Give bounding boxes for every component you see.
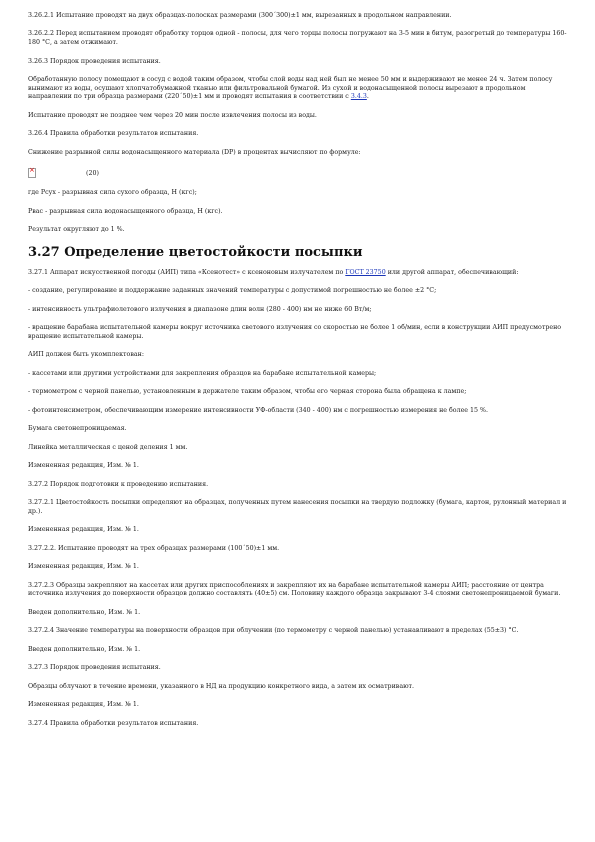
link-gost[interactable]: ГОСТ 23750 [345, 268, 386, 276]
edition-note: Измененная редакция, Изм. № 1. [28, 462, 139, 470]
paragraph: 3.27.4 Правила обработки результатов испытания. [28, 719, 199, 727]
edition-note: Введен дополнительно, Изм. № 1. [28, 645, 141, 653]
paragraph: Рвас - разрывная сила водонасыщенного образца, Н (кгс). [28, 207, 223, 215]
paragraph: Образцы облучают в течение времени, указанного в НД на продукцию конкретного вида, а затем их осматривают. [28, 682, 415, 690]
edition-note: Измененная редакция, Изм. № 1. [28, 526, 139, 534]
paragraph: - вращение барабана испытательной камеры вокруг источника светового излучения со скоростью не более 1 об/мин, если в конструкции АИП предусмотрено вращение испытательной камеры. [28, 324, 562, 340]
paragraph-with-link [28, 76, 567, 102]
paragraph: 3.27.3 Порядок проведения испытания. [28, 664, 161, 672]
paragraph: - термометром с черной панелью, установленным в держателе таким образом, чтобы его черная сторона была обращена к лампе; [28, 388, 467, 396]
paragraph: 3.27.2.4 Значение температуры на поверхности образцов при облучении (по термометру с черной панелью) устанавливают в пределах (55±3) °С. [28, 627, 519, 635]
paragraph-with-link [28, 269, 567, 278]
paragraph-text: 3.27.1 Аппарат искусственной погоды (АИП) типа «Ксенотест» с ксеноновым излучателем по [28, 268, 346, 276]
paragraph: 3.26.2.1 Испытание проводят на двух образцах-полосках размерами (300´300)±1 мм, вырезанных в продольном направлении. [28, 12, 452, 19]
paragraph: Линейка металлическая с ценой деления 1 мм. [28, 443, 188, 451]
formula [28, 167, 567, 179]
section-heading: 3.27 Определение цветостойкости посыпки [28, 244, 363, 260]
paragraph-tail: . [366, 93, 369, 101]
paragraph: АИП должен быть укомплектован: [28, 351, 144, 359]
paragraph: Снижение разрывной силы водонасыщенного материала (DP) в процентах вычисляют по формуле: [28, 148, 361, 156]
paragraph: Бумага светонепроницаемая. [28, 425, 127, 433]
paragraph-tail: или другой аппарат, обеспечивающий: [385, 268, 519, 276]
paragraph: 3.27.2.2. Испытание проводят на трех образцах размерами (100´50)±1 мм. [28, 544, 280, 552]
paragraph: 3.27.2 Порядок подготовки к проведению испытания. [28, 480, 209, 488]
paragraph: - интенсивность ультрафиолетового излучения в диапазоне длин волн (280 - 400) нм не ниже 60 Вт/м; [28, 305, 372, 313]
paragraph: Испытание проводят не позднее чем через 20 мин после извлечения полосы из воды. [28, 111, 317, 119]
paragraph: - создание, регулирование и поддержание заданных значений температуры с допустимой погрешностью не более ±2 °С; [28, 287, 437, 295]
edition-note: Измененная редакция, Изм. № 1. [28, 563, 139, 571]
formula-number: (20) [86, 169, 99, 177]
paragraph: - фотоинтенсиметром, обеспечивающим измерение интенсивности УФ-области (340 - 400) нм с погрешностью измерения не более 15 %. [28, 406, 489, 414]
paragraph: 3.26.4 Правила обработки результатов испытания. [28, 130, 199, 138]
paragraph: 3.27.2.1 Цветостойкость посыпки определяют на образцах, полученных путем нанесения посыпки на твердую подложку (бумага, картон, рулонный материал и др.). [28, 499, 567, 515]
paragraph: 3.26.2.2 Перед испытанием проводят обработку торцов одной - полосы, для чего торцы полосы погружают на 3-5 мин в битум, разогретый до температуры 160-180 °С, а затем отжимают. [28, 30, 567, 47]
paragraph: 3.27.2.3 Образцы закрепляют на кассетах или других приспособлениях и закрепляют их на барабане испытательной камеры АИП; расстояние от центра источника излучения до поверхности образцов должно составлять (40±5) см. Половину каждого образца закрывают 3-4 слоями светонепроницаемой бумаги. [28, 581, 561, 598]
broken-image-icon [28, 168, 36, 178]
paragraph-text: Обработанную полосу помещают в сосуд с водой таким образом, чтобы слой воды над ней был не менее 50 мм и выдерживают не менее 24 ч. Затем полосу вынимают из воды, осушают хлопчатобумажной тканью или фильтровальной бумагой. Из сухой и водонасыщенной полосы вырезают в продольном направлении по три образца размерами (220´50)±1 мм и проводят испытания в соответствии с [28, 76, 553, 101]
paragraph: Результат округляют до 1 %. [28, 226, 125, 234]
edition-note: Измененная редакция, Изм. № 1. [28, 701, 139, 709]
paragraph: 3.26.3 Порядок проведения испытания. [28, 57, 161, 65]
edition-note: Введен дополнительно, Изм. № 1. [28, 608, 141, 616]
paragraph: - кассетами или другими устройствами для закрепления образцов на барабане испытательной камеры; [28, 369, 377, 377]
paragraph: где Рсух - разрывная сила сухого образца, Н (кгс); [28, 189, 197, 197]
link-3-4-3[interactable]: 3.4.3 [350, 93, 367, 101]
